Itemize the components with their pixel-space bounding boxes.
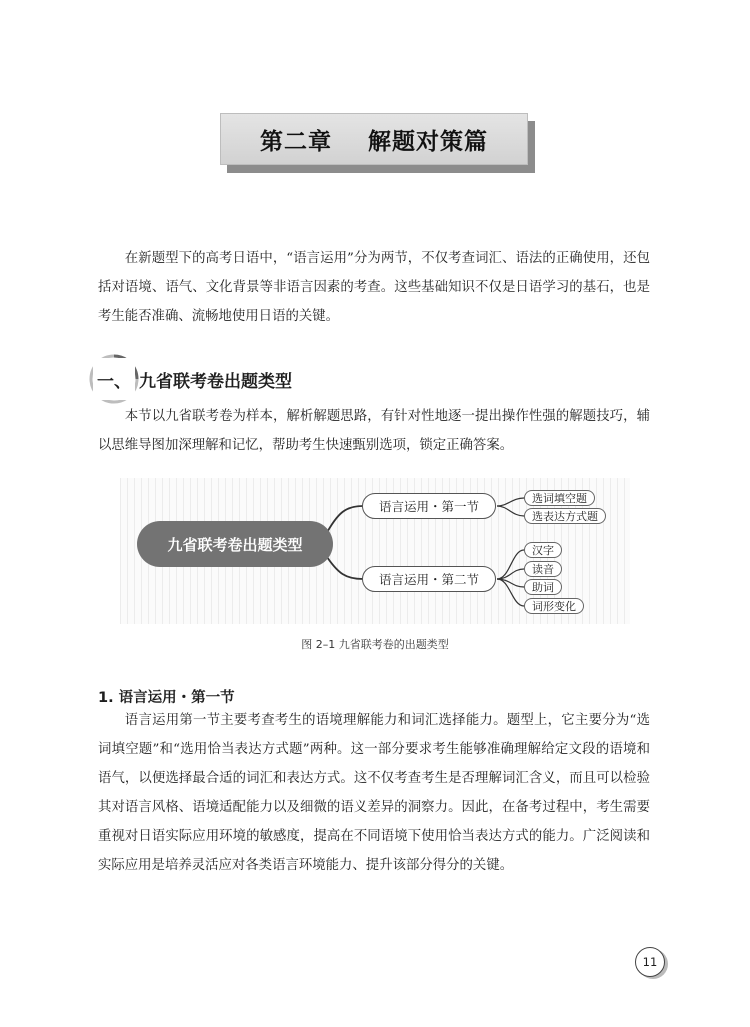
section-heading — [93, 358, 393, 402]
section-number: 一、 — [93, 358, 135, 400]
figure-caption: 图 2–1 九省联考卷的出题类型 — [301, 638, 449, 651]
connector-branch1-leaf2 — [497, 506, 524, 516]
mind-map-leaf: 读音 — [524, 561, 562, 577]
connector-branch1-leaf1 — [497, 498, 524, 506]
mind-map-leaf: 助词 — [524, 579, 562, 595]
mind-map-leaf: 选词填空题 — [524, 490, 595, 506]
chapter-heading-box — [220, 113, 528, 165]
intro-paragraph: 在新题型下的高考日语中，“语言运用”分为两节，不仅考查词汇、语法的正确使用，还包括对语境、语气、文化背景等非语言因素的考查。这些基础知识不仅是日语学习的基石，也是考生能否准确、流畅地使用日语的关键。 — [98, 251, 650, 324]
connector-root-branch2 — [325, 554, 363, 579]
mind-map-leaf: 词形变化 — [524, 598, 584, 614]
mind-map-figure — [120, 478, 630, 624]
page-number: 11 — [635, 947, 665, 977]
mind-map-branch: 语言运用・第一节 — [362, 493, 496, 519]
chapter-title: 第二章 解题对策篇 — [259, 128, 489, 155]
mind-map-root: 九省联考卷出题类型 — [137, 521, 333, 567]
section-intro-paragraph: 本节以九省联考卷为样本，解析解题思路，有针对性地逐一提出操作性强的解题技巧，辅以思维导图加深理解和记忆，帮助考生快速甄别选项，锁定正确答案。 — [98, 409, 650, 453]
subsection-body: 语言运用第一节主要考查考生的语境理解能力和词汇选择能力。题型上，它主要分为“选词填空题”和“选用恰当表达方式题”两种。这一部分要求考生能够准确理解给定文段的语境和语气，以便选择最合适的词汇和表达方式。这不仅考查考生是否理解词汇含义，而且可以检验其对语言风格、语境适配能力以及细微的语义差异的洞察力。因此，在备考过程中，考生需要重视对日语实际应用环境的敏感度，提高在不同语境下使用恰当表达方式的能力。广泛阅读和实际应用是培养灵活应对各类语言环境能力、提升该部分得分的关键。 — [98, 713, 650, 873]
subsection-title: 1. 语言运用・第一节 — [98, 690, 235, 706]
mind-map-leaf: 选表达方式题 — [524, 508, 606, 524]
mind-map-branch: 语言运用・第二节 — [362, 566, 496, 592]
mind-map-leaf: 汉字 — [524, 542, 562, 558]
section-title: 九省联考卷出题类型 — [139, 372, 292, 392]
connector-root-branch1 — [325, 506, 363, 536]
